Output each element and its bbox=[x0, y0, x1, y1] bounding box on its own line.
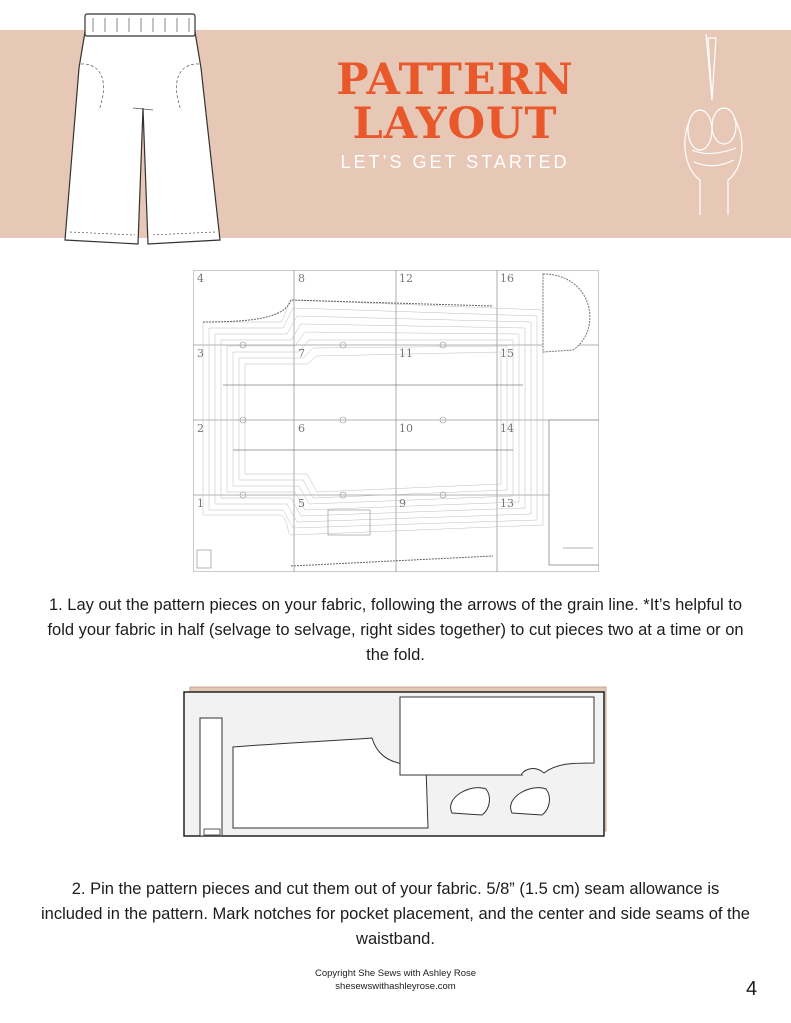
pattern-layout-diagram bbox=[193, 270, 599, 572]
page-number: 4 bbox=[746, 978, 758, 1000]
grid-number: 7 bbox=[298, 347, 305, 360]
grid-number: 14 bbox=[500, 422, 514, 435]
title-line-2: LAYOUT bbox=[352, 99, 558, 149]
grid-number: 9 bbox=[399, 497, 406, 510]
page-title bbox=[320, 55, 590, 149]
grid-number: 15 bbox=[500, 347, 514, 360]
hand-scissors-icon bbox=[670, 30, 755, 220]
grid-number: 6 bbox=[298, 422, 305, 435]
grid-number: 13 bbox=[500, 497, 514, 510]
copyright-text: Copyright She Sews with Ashley Rose bbox=[314, 968, 477, 979]
instruction-step-2: 2. Pin the pattern pieces and cut them out of your fabric. 5/8” (1.5 cm) seam allowance is included in the pattern. Mark notches for pocket placement, and the center and side seams of the waistband. bbox=[40, 880, 750, 948]
grid-number: 1 bbox=[197, 497, 204, 510]
website-link[interactable]: shesewswithashleyrose.com bbox=[335, 981, 456, 992]
grid-number: 2 bbox=[197, 422, 204, 435]
grid-number: 5 bbox=[298, 497, 305, 510]
grid-number: 16 bbox=[500, 272, 514, 285]
instruction-step-1: 1. Lay out the pattern pieces on your fabric, following the arrows of the grain line. *It’s helpful to fold your fabric in half (selvage to selvage, right sides together) to cut pieces two at a time or on the fold. bbox=[47, 596, 744, 664]
title-line-1: PATTERN bbox=[336, 55, 574, 105]
grid-number: 8 bbox=[298, 272, 305, 285]
page-subtitle: LET’S GET STARTED bbox=[340, 152, 570, 172]
shorts-illustration bbox=[55, 8, 230, 248]
footer bbox=[200, 967, 591, 993]
grid-number: 4 bbox=[197, 272, 204, 285]
fabric-layout-diagram bbox=[182, 683, 610, 839]
grid-number: 10 bbox=[399, 422, 413, 435]
grid-number: 3 bbox=[197, 347, 204, 360]
grid-number: 12 bbox=[399, 272, 413, 285]
grid-number: 11 bbox=[399, 347, 413, 360]
